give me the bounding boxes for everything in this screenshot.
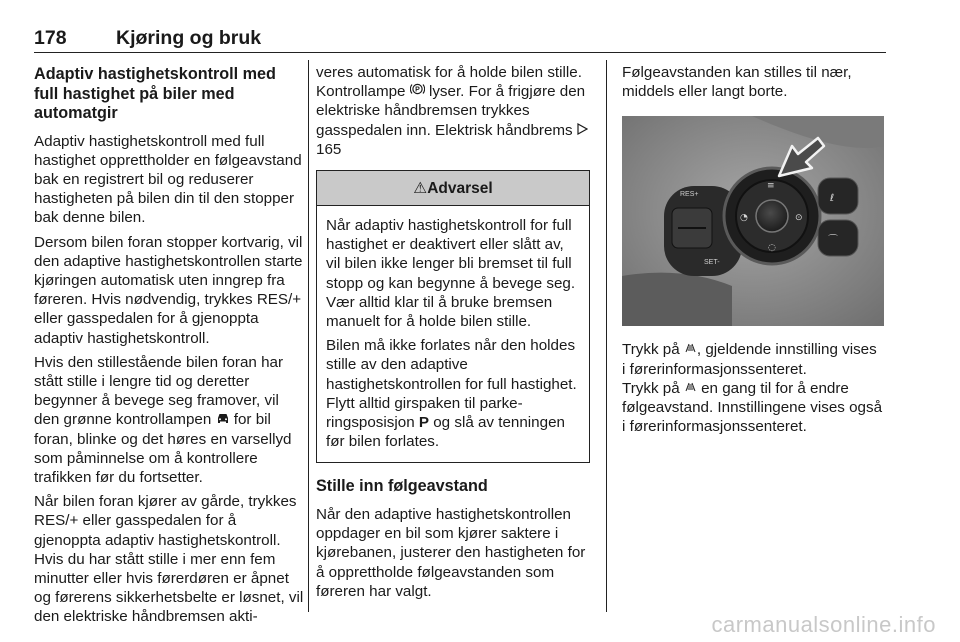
column-divider bbox=[308, 60, 309, 612]
paragraph-text: lyser. For å frigjøre den elektriske håndbremsen trykkes gasspedalen inn. Elektrisk håndbrems bbox=[316, 83, 586, 139]
header-rule bbox=[34, 52, 886, 53]
svg-text:⊙: ⊙ bbox=[795, 213, 803, 224]
paragraph-text: Bilen må ikke forlates når den holdes stille av den adaptive hastighetskontrollen for full hastighet. Flytt alltid girspaken til parkeringsposisjon bbox=[326, 337, 577, 432]
page-title: Kjøring og bruk bbox=[116, 27, 262, 49]
paragraph: Følgeavstanden kan stilles til nær, middels eller langt borte. bbox=[622, 64, 852, 101]
svg-text:P: P bbox=[414, 86, 420, 94]
watermark: carmanualsonline.info bbox=[711, 612, 936, 637]
column-1 bbox=[34, 63, 304, 632]
warning-icon: ⚠ bbox=[413, 179, 428, 198]
gear-position-label: P bbox=[418, 414, 430, 432]
svg-text:ℓ: ℓ bbox=[830, 193, 835, 205]
svg-text:◔: ◔ bbox=[740, 213, 748, 224]
paragraph-text: Hvis den stillestående bilen foran har stått stille i lengre tid og deretter begynner å bevege seg framover, vil den grønne kontrollampen bbox=[34, 353, 284, 429]
paragraph bbox=[622, 340, 884, 436]
cross-reference-icon bbox=[577, 121, 588, 140]
svg-text:⌒: ⌒ bbox=[828, 235, 838, 247]
following-distance-icon bbox=[684, 379, 697, 398]
page-number: 178 bbox=[34, 27, 67, 49]
paragraph-text: en gang til for å endre følgeavstand. Innstillingene vises også i førerinformasjonssenteret. bbox=[622, 379, 883, 436]
svg-text:◌: ◌ bbox=[768, 243, 776, 254]
paragraph-text: for bil foran, blinke og det høres en varsellyd som påminnelse om å kontrollere trafikken før du fortsetter. bbox=[34, 411, 292, 486]
warning-paragraph bbox=[326, 336, 580, 451]
warning-header bbox=[317, 171, 589, 206]
following-distance-icon bbox=[684, 340, 697, 359]
paragraph-text: veres automatisk for å holde bilen stille. Kontrollampe bbox=[316, 64, 582, 101]
column-3 bbox=[622, 63, 884, 441]
paragraph bbox=[34, 353, 304, 487]
paragraph: Når bilen foran kjører av gårde, trykkes RES/+ eller gasspedalen for å gjenoppta adaptiv hastighetskontroll. Hvis du har stått stille i mer enn fem minutter eller hvis førerdøren er åpnet og førerens sikkerhetsbelte er løsnet, vil den elektriske håndbremsen akti- bbox=[34, 493, 304, 626]
warning-box bbox=[316, 170, 590, 463]
section-heading: Adaptiv hastighetskontroll med full hastighet på biler med automatgir bbox=[34, 65, 276, 122]
steering-wheel-controls-photo bbox=[622, 116, 884, 326]
distance-control-ring bbox=[724, 168, 820, 264]
page-reference[interactable]: 165 bbox=[316, 140, 342, 158]
section-heading: Stille inn følgeavstand bbox=[316, 477, 488, 496]
svg-text:≡: ≡ bbox=[767, 181, 775, 192]
paragraph bbox=[316, 63, 594, 159]
paragraph: Adaptiv hastighetskontroll med full hastighet opprettholder en følgeavstand bak en registrert bil og reduserer hastigheten på bilen din til den stopper bak denne bilen. bbox=[34, 132, 302, 227]
column-divider bbox=[606, 60, 607, 612]
warning-body bbox=[317, 206, 589, 462]
warning-title: Advarsel bbox=[427, 180, 493, 198]
vehicle-ahead-icon bbox=[216, 410, 230, 429]
column-2 bbox=[316, 63, 594, 606]
paragraph-text: og slå av tenningen før bilen forlates. bbox=[326, 414, 565, 451]
paragraph-text: Trykk på bbox=[622, 341, 684, 359]
warning-paragraph: Når adaptiv hastighetskontroll for full hastighet er deaktivert eller slått av, vil bilen ikke lenger bli bremset til full stopp og kan begynne å bevege seg. Vær alltid klar til å bruke bremsen manuelt for å holde bilen stille. bbox=[326, 217, 576, 331]
res-label: RES+ bbox=[680, 191, 699, 199]
paragraph-text: Trykk på bbox=[622, 379, 684, 397]
paragraph-text: , gjeldende innstilling vises i førerinformasjonssenteret. bbox=[622, 341, 877, 378]
paragraph: Dersom bilen foran stopper kortvarig, vil den adaptive hastighetskontrollen starte kjøringen automatisk uten inngrep fra føreren. Hvis nødvendig, trykkes RES/+ eller gasspedalen for å gjenoppta adaptiv hastighetskontroll. bbox=[34, 233, 303, 347]
paragraph: Når den adaptive hastighetskontrollen oppdager en bil som kjører saktere i kjørebanen, justerer den hastigheten for å opprettholde følgeavstanden som føreren har valgt. bbox=[316, 505, 586, 600]
set-label: SET- bbox=[704, 259, 720, 267]
parking-brake-icon bbox=[410, 82, 425, 101]
